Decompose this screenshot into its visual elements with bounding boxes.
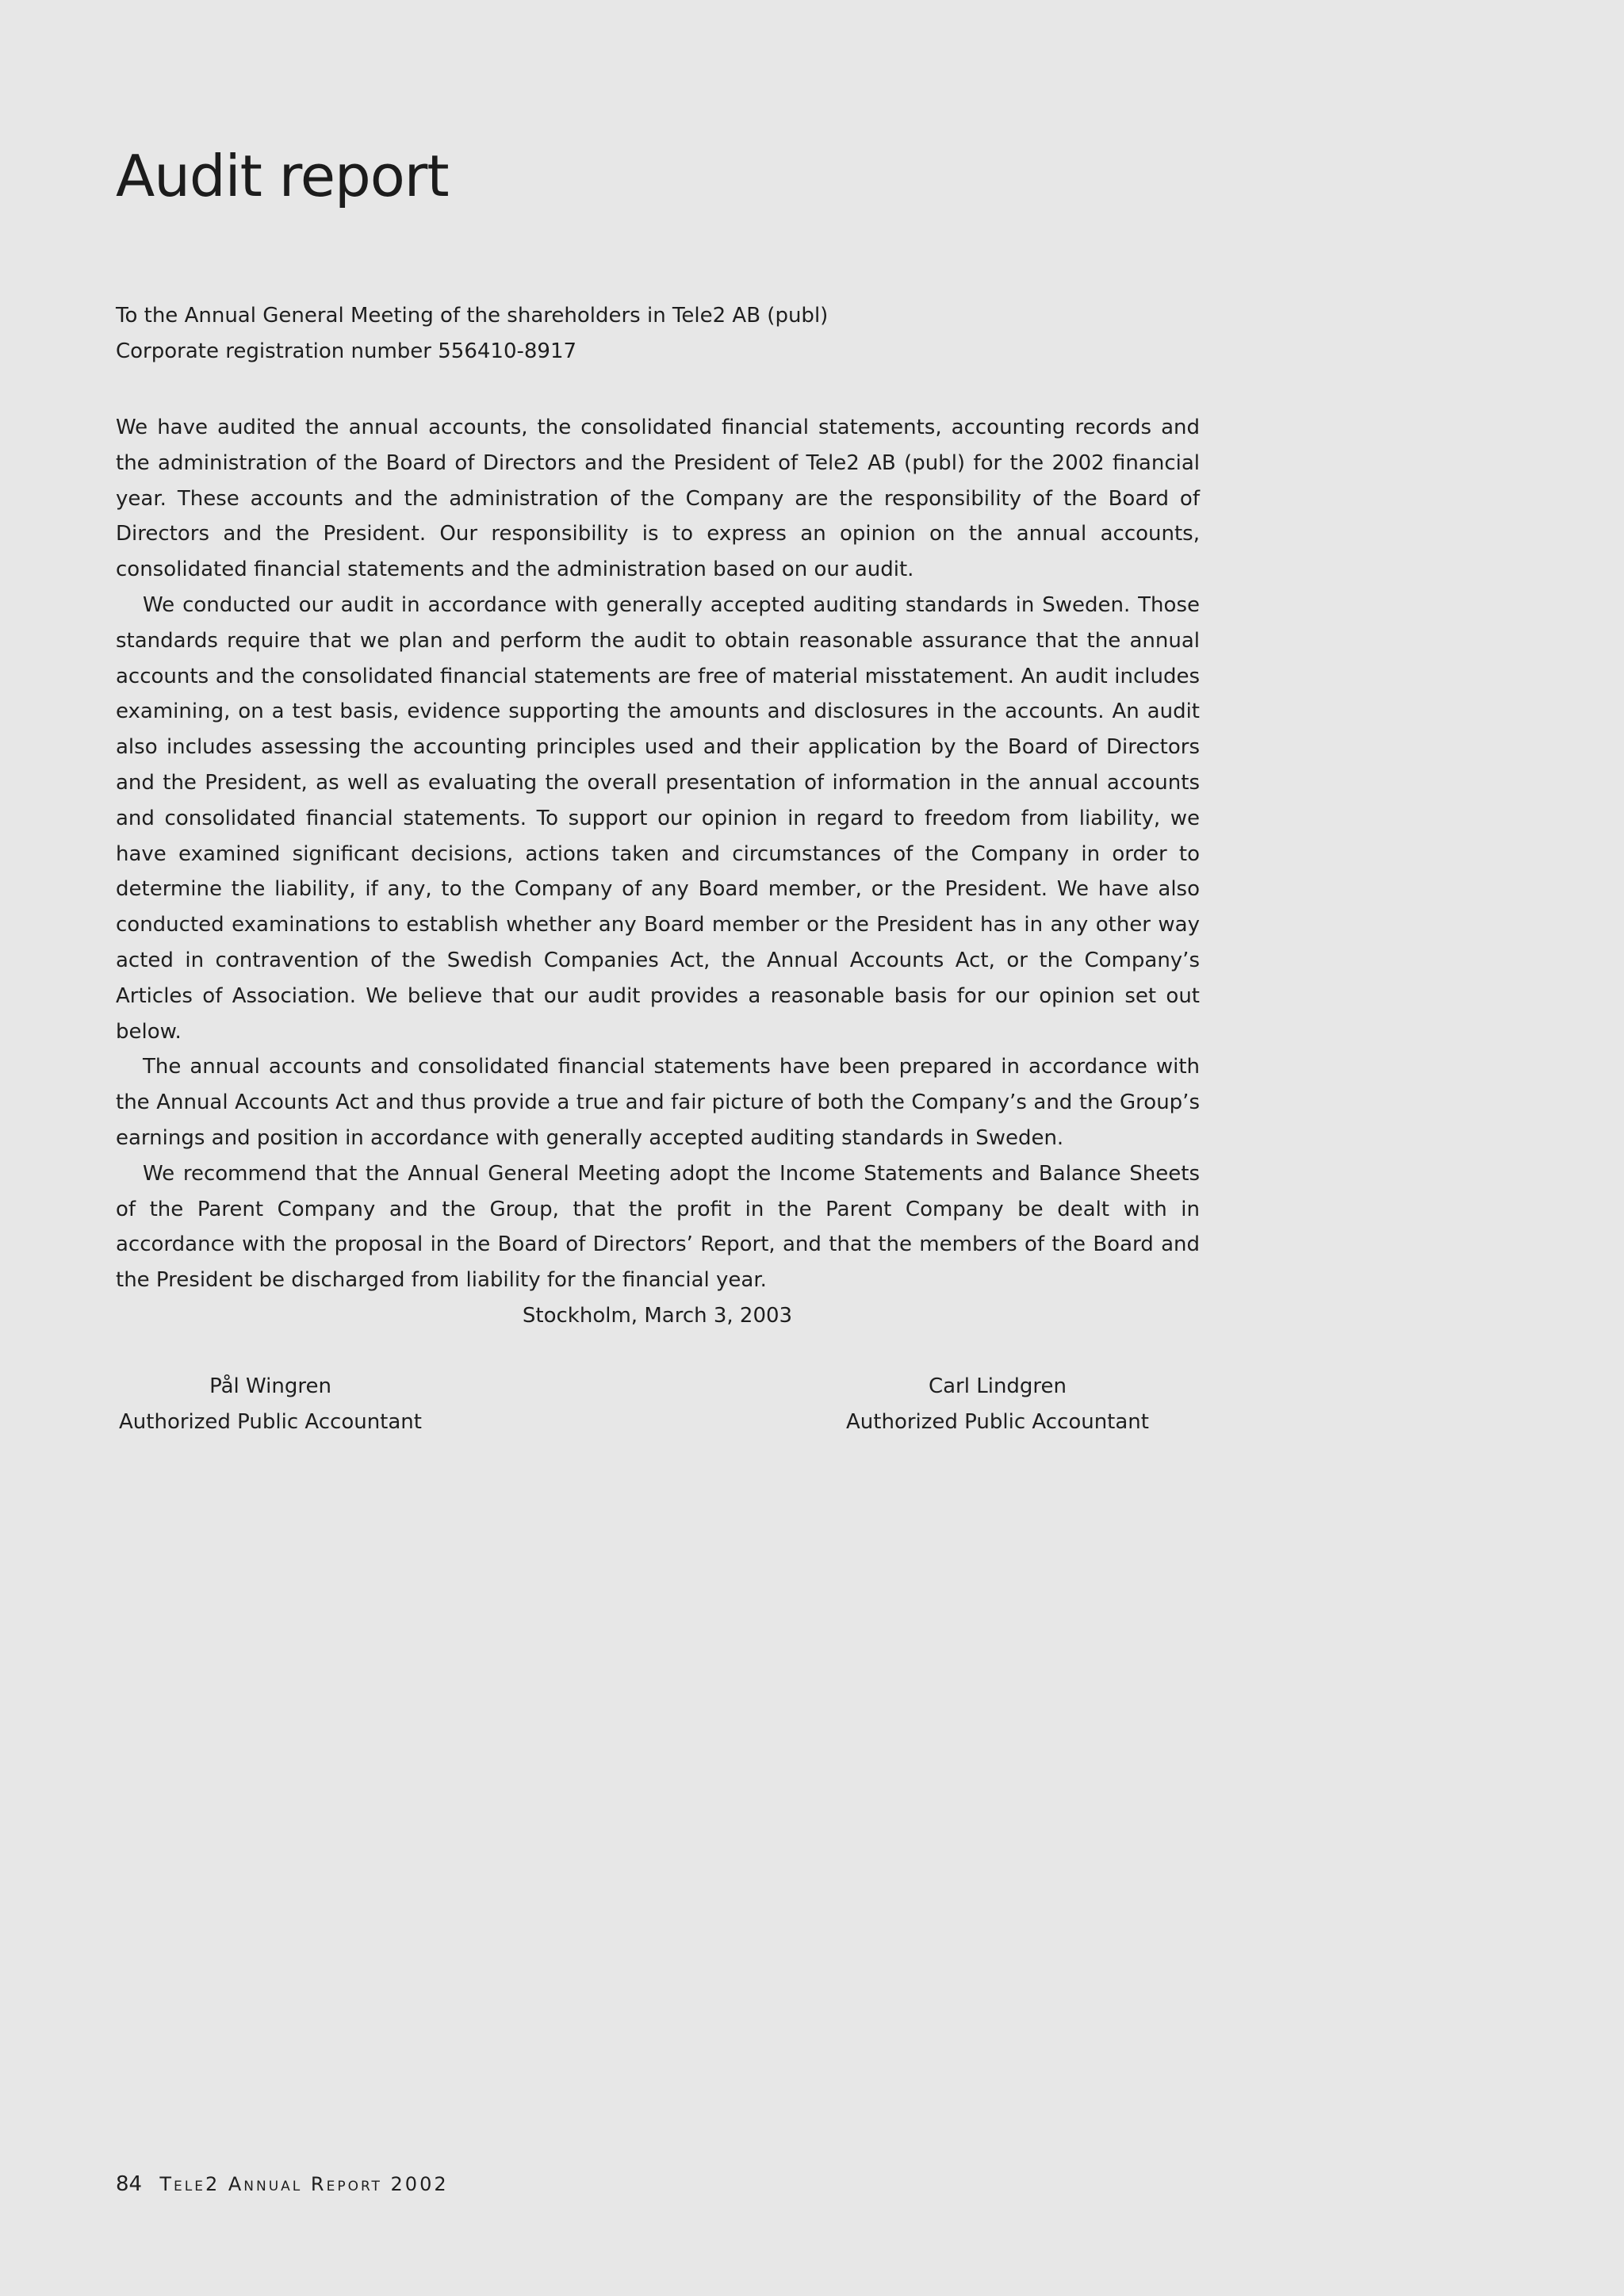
page-title: Audit report: [116, 143, 449, 209]
addressee-block: [116, 298, 1202, 370]
paragraph-audit-method: We conducted our audit in accordance with generally accepted auditing standards in Sweden. Those standards require that we plan and perform the audit to obtain reasonable assurance that the annual accounts and the consolidated financial statements are free of material misstatement. An audit includes examining, on a test basis, evidence supporting the amounts and disclosures in the accounts. An audit also includes assessing the accounting principles used and their application by the Board of Directors and the President, as well as evaluating the overall presentation of information in the annual accounts and consolidated financial statements. To support our opinion in regard to freedom from liability, we have examined significant decisions, actions taken and circumstances of the Company in order to determine the liability, if any, to the Company of any Board member, or the President. We have also conducted examinations to establish whether any Board member or the President has in any other way acted in contravention of the Swedish Companies Act, the Annual Accounts Act, or the Company’s Articles of Association. We believe that our audit provides a reasonable basis for our opinion set out below.: [116, 592, 1200, 1044]
signatory-role: Authorized Public Accountant: [119, 1410, 422, 1434]
page-footer: [116, 2168, 449, 2200]
signature-block-right: [815, 1369, 1180, 1440]
page-number: 84: [116, 2172, 143, 2196]
signatory-name: Pål Wingren: [209, 1374, 331, 1398]
addressee-line: To the Annual General Meeting of the shareholders in Tele2 AB (publ): [116, 304, 829, 328]
signature-block-left: [88, 1369, 453, 1440]
signatory-name: Carl Lindgren: [928, 1374, 1067, 1398]
registration-number: Corporate registration number 556410-8917: [116, 339, 577, 363]
place-and-date: Stockholm, March 3, 2003: [522, 1304, 793, 1328]
paragraph-scope: We have audited the annual accounts, the consolidated financial statements, accounting records and the administration of the Board of Directors and the President of Tele2 AB (publ) for the 2002 financial year. These accounts and the administration of the Company are the responsibility of the Board of Directors and the President. Our responsibility is to express an opinion on the annual accounts, consolidated financial statements and the administration based on our audit.: [116, 416, 1200, 582]
signatory-role: Authorized Public Accountant: [846, 1410, 1149, 1434]
paragraph-opinion: The annual accounts and consolidated financial statements have been prepared in accordance with the Annual Accounts Act and thus provide a true and fair picture of both the Company’s and the Group’s earnings and position in accordance with generally accepted auditing standards in Sweden.: [116, 1055, 1200, 1150]
publication-name: Tele2 Annual Report 2002: [159, 2173, 449, 2195]
paragraph-recommendation: We recommend that the Annual General Meeting adopt the Income Statements and Balance Sheets of the Parent Company and the Group, that the profit in the Parent Company be dealt with in accordance with the proposal in the Board of Directors’ Report, and that the members of the Board and the President be discharged from liability for the financial year.: [116, 1161, 1200, 1293]
report-body: [116, 410, 1200, 1298]
